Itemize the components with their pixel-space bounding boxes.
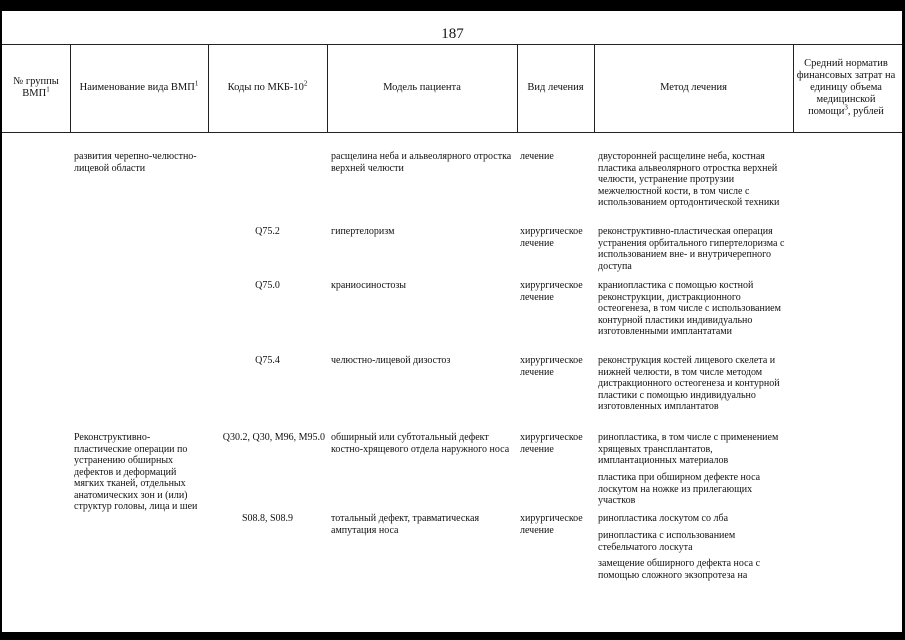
header-treatment: Вид лечения	[527, 82, 584, 93]
row2-code: Q75.2	[255, 226, 280, 237]
column-divider	[208, 44, 209, 132]
header-name: Наименование вида ВМП$^1$	[79, 79, 199, 93]
header-cost: Средний норматив финансовых затрат на единицу объема медицинской помощи$^3$, рублей	[796, 58, 896, 117]
column-divider	[327, 44, 328, 132]
row3-code: Q75.0	[255, 280, 280, 291]
scan-border-left	[0, 0, 2, 640]
row6-method-2: ринопластика с использованием стебельчатого лоскута	[598, 530, 736, 553]
row3-method: краниопластика с помощью костной реконструкции, дистракционного остеогенеза, в том числе с использованием контурной пластики индивидуально изготовленными имплантатами	[598, 280, 781, 337]
row4-model: челюстно-лицевой дизостоз	[331, 355, 451, 366]
row1-method: двусторонней расщелине неба, костная пластика альвеолярного отростка верхней челюсти, устранение протрузии межчелюстной кости, в том числе с использованием ортодонтической техники	[598, 151, 780, 208]
row5-code: Q30.2, Q30, M96, M95.0	[222, 432, 325, 443]
row4-code: Q75.4	[255, 355, 280, 366]
row2-treatment: хирургическое лечение	[520, 226, 583, 249]
row6-code: S08.8, S08.9	[241, 513, 294, 524]
header-group: № группы ВМП$^1$	[13, 76, 59, 99]
scan-border-top	[0, 0, 905, 11]
row5-treatment: хирургическое лечение	[520, 432, 583, 455]
header-model: Модель пациента	[383, 82, 461, 93]
header-bottom-rule	[2, 132, 902, 133]
page-number: 187	[441, 26, 464, 42]
row3-treatment: хирургическое лечение	[520, 280, 583, 303]
column-divider	[517, 44, 518, 132]
row2-method: реконструктивно-пластическая операция устранения орбитального гипертелоризма с использованием вне- и внутричерепного доступа	[598, 226, 785, 272]
row2-model: гипертелоризм	[331, 226, 395, 237]
row5-model: обширный или субтотальный дефект костно-хрящевого отдела наружного носа	[331, 432, 510, 455]
column-divider	[70, 44, 71, 132]
row5-method-1: ринопластика, в том числе с применением хрящевых трансплантатов, имплантационных материалов	[598, 432, 779, 466]
scan-border-bottom	[0, 632, 905, 640]
header-method: Метод лечения	[660, 82, 727, 93]
row6-method-3: замещение обширного дефекта носа с помощью сложного экзопротеза на	[598, 558, 761, 581]
row1-name: развития черепно-челюстно-лицевой области	[74, 151, 197, 174]
row6-model: тотальный дефект, травматическая ампутация носа	[331, 513, 480, 536]
row3-model: краниосиностозы	[331, 280, 406, 291]
row4-treatment: хирургическое лечение	[520, 355, 583, 378]
row5-method-2: пластика при обширном дефекте носа лоскутом на ножке из прилегающих участков	[598, 472, 761, 506]
row6-method-1: ринопластика лоскутом со лба	[598, 513, 729, 524]
row1-treatment: лечение	[520, 151, 554, 162]
header-codes: Коды по МКБ-$10^2$	[227, 79, 308, 93]
column-divider	[594, 44, 595, 132]
row1-model: расщелина неба и альвеолярного отростка верхней челюсти	[331, 151, 512, 174]
column-divider	[793, 44, 794, 132]
row6-treatment: хирургическое лечение	[520, 513, 583, 536]
row4-method: реконструкция костей лицевого скелета и нижней челюсти, в том числе методом дистракционного остеогенеза и контурной пластики с помощью индивидуально изготовленных имплантатов	[598, 355, 780, 412]
row5-name: Реконструктивно-пластические операции по устранению обширных дефектов и деформаций мягких тканей, отдельных анатомических зон и (или) структур головы, лица и шеи	[74, 432, 198, 512]
